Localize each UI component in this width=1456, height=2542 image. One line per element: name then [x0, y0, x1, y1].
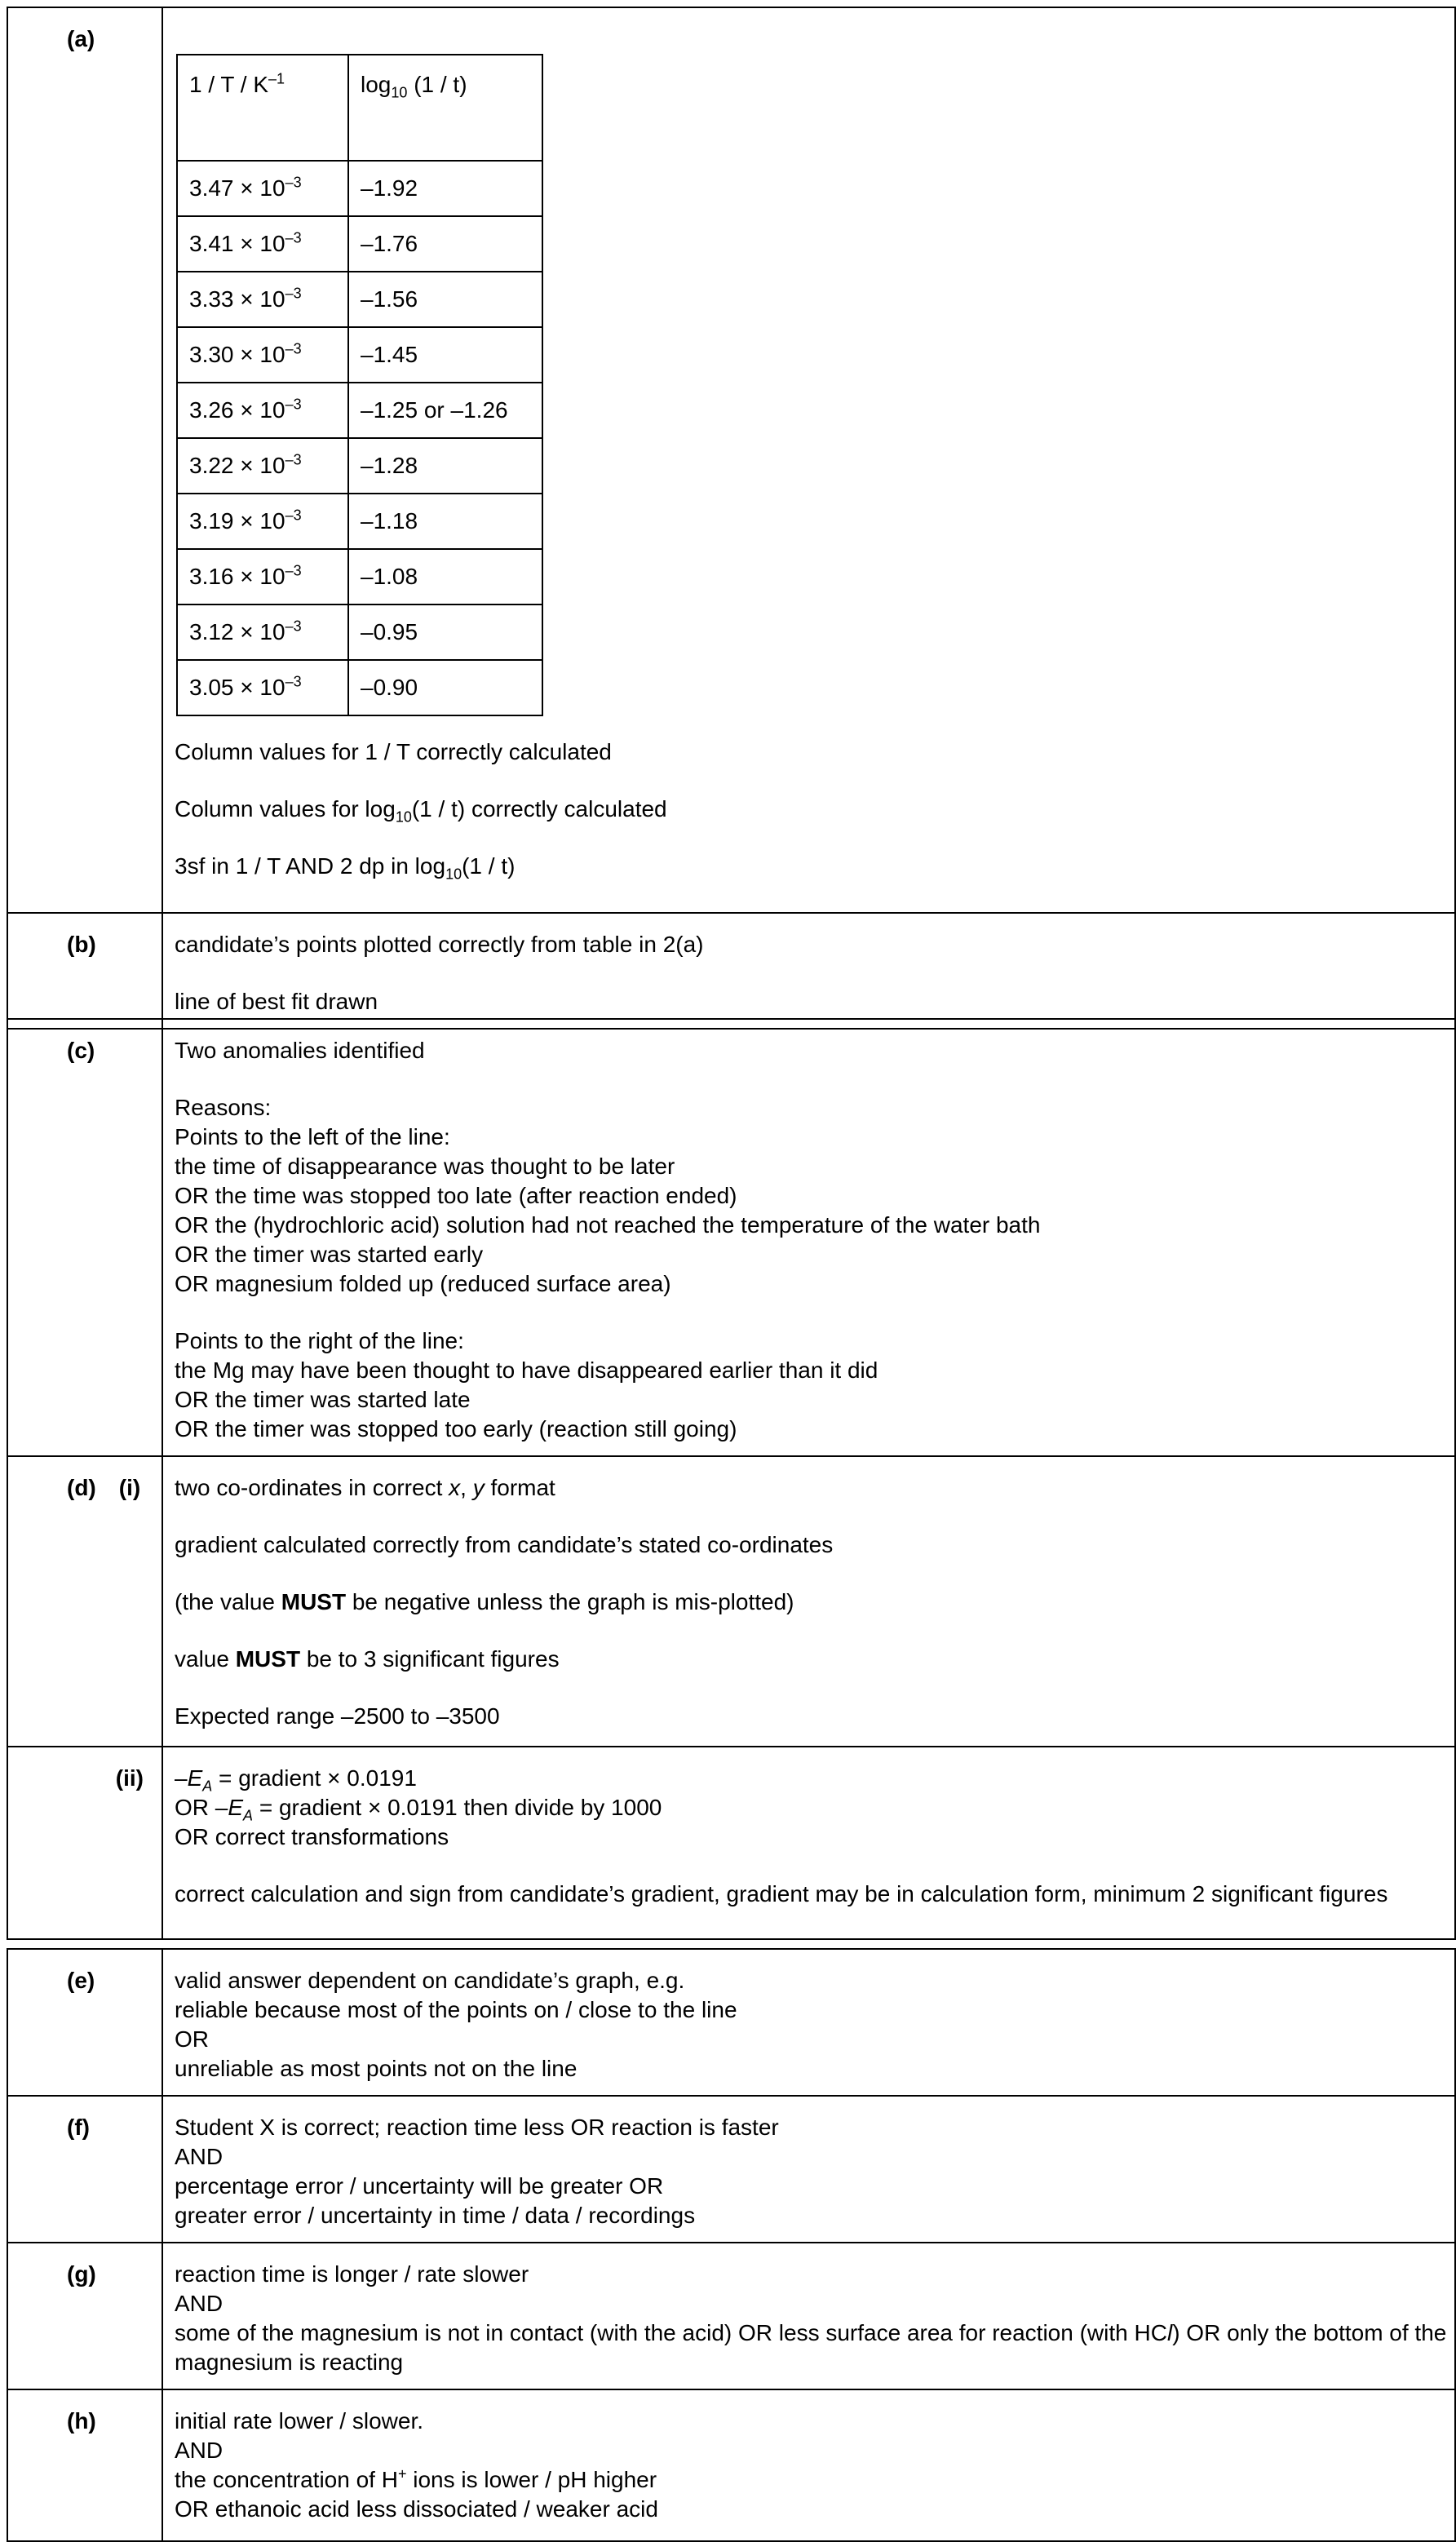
- answer-line: the Mg may have been thought to have disappeared earlier than it did: [175, 1357, 878, 1383]
- row-c: [7, 1019, 1455, 1456]
- answer-line: valid answer dependent on candidate’s graph, e.g.: [175, 1968, 685, 1993]
- answer-line: AND: [175, 2144, 223, 2169]
- row-g: [7, 2243, 1455, 2389]
- answer-cell: [162, 7, 1455, 913]
- part-label: (b): [67, 932, 96, 957]
- answer-cell: [162, 2389, 1455, 2541]
- table-row: $3.05 \times 10^{-3}$ –0.90: [177, 660, 542, 715]
- answer-line: value MUST be to 3 significant figures: [175, 1646, 560, 1672]
- answer-line: OR the timer was started early: [175, 1242, 484, 1267]
- table-row: $3.47 \times 10^{-3}$ –1.92: [177, 161, 542, 216]
- answer-line: Reasons:: [175, 1095, 272, 1120]
- answer-line: $-E_A$ = gradient × 0.0191: [175, 1765, 417, 1795]
- row-a: [7, 7, 1455, 913]
- answer-line: OR $-E_A$ = gradient × 0.0191 then divide by 1000: [175, 1795, 662, 1824]
- label-cell: [7, 1019, 162, 1456]
- answer-cell: [162, 1949, 1455, 2096]
- answer-line: reaction time is longer / rate slower: [175, 2261, 529, 2287]
- answer-line: unreliable as most points not on the line: [175, 2056, 578, 2081]
- part-label: (a): [67, 26, 95, 51]
- answer-line: OR: [175, 2026, 209, 2052]
- label-cell: [7, 2389, 162, 2541]
- row-d-ii: [7, 1747, 1455, 1939]
- answer-line: some of the magnesium is not in contact (with the acid) OR less surface area for reaction (with HCl) OR only the bottom of the magnesium is reacting: [175, 2320, 1447, 2375]
- table-row: $3.33 \times 10^{-3}$ –1.56: [177, 272, 542, 327]
- part-label: (c): [67, 1038, 95, 1063]
- label-cell: [7, 1456, 162, 1747]
- answer-line: the time of disappearance was thought to be later: [175, 1154, 675, 1179]
- part-label: (f): [67, 2115, 90, 2140]
- label-cell: [7, 1949, 162, 2096]
- row-f: [7, 2096, 1455, 2243]
- data-table: [176, 54, 543, 716]
- answer-line: initial rate lower / slower.: [175, 2408, 424, 2434]
- note-line: Column values for 1 / T correctly calculated: [175, 739, 612, 764]
- answer-line: percentage error / uncertainty will be greater OR: [175, 2173, 664, 2199]
- header-inverse-temperature: 1 / T / $K^{-1}$: [177, 55, 348, 161]
- answer-line: (the value MUST be negative unless the graph is mis-plotted): [175, 1589, 794, 1614]
- answer-line: AND: [175, 2438, 223, 2463]
- mark-scheme-block-1: [7, 7, 1456, 1030]
- answer-line: candidate’s points plotted correctly from table in 2(a): [175, 932, 704, 957]
- label-cell: [7, 7, 162, 913]
- part-label: (ii): [115, 1765, 144, 1791]
- row-e: [7, 1949, 1455, 2096]
- table-row: $3.22 \times 10^{-3}$ –1.28: [177, 438, 542, 494]
- table-row: $3.30 \times 10^{-3}$ –1.45: [177, 327, 542, 383]
- answer-cell: [162, 1747, 1455, 1939]
- part-label: (e): [67, 1968, 95, 1993]
- table-row: $3.12 \times 10^{-3}$ –0.95: [177, 604, 542, 660]
- part-label: (g): [67, 2261, 96, 2287]
- answer-cell: [162, 913, 1455, 1029]
- answer-line: OR ethanoic acid less dissociated / weaker acid: [175, 2496, 658, 2522]
- note-line: 3sf in 1 / T AND 2 dp in $\log_{10}(1 / t)$: [175, 853, 516, 883]
- answer-line: OR magnesium folded up (reduced surface area): [175, 1271, 671, 1296]
- answer-line: OR the time was stopped too late (after reaction ended): [175, 1183, 737, 1208]
- part-label: (d) (i): [67, 1475, 141, 1500]
- table-row: $3.26 \times 10^{-3}$ –1.25 or –1.26: [177, 383, 542, 438]
- data-table-header: [177, 55, 542, 161]
- answer-line: greater error / uncertainty in time / data / recordings: [175, 2203, 696, 2228]
- mark-scheme-block-2: [7, 1018, 1456, 1940]
- answer-line: OR the (hydrochloric acid) solution had not reached the temperature of the water bath: [175, 1212, 1041, 1238]
- answer-line: OR the timer was stopped too early (reaction still going): [175, 1416, 737, 1442]
- answer-cell: [162, 1019, 1455, 1456]
- header-log-inverse-time: $\log_{10} (1 / t)$: [348, 55, 542, 161]
- answer-line: Points to the left of the line:: [175, 1124, 450, 1149]
- table-row: $3.41 \times 10^{-3}$ –1.76: [177, 216, 542, 272]
- table-row: $3.19 \times 10^{-3}$ –1.18: [177, 494, 542, 549]
- label-cell: [7, 913, 162, 1029]
- answer-line: Points to the right of the line:: [175, 1328, 464, 1353]
- answer-line: Expected range –2500 to –3500: [175, 1703, 500, 1729]
- answer-line: OR the timer was started late: [175, 1387, 471, 1412]
- answer-line: two co-ordinates in correct x, y format: [175, 1475, 555, 1500]
- answer-line: the concentration of H+ ions is lower / pH higher: [175, 2465, 657, 2492]
- table-row: $3.16 \times 10^{-3}$ –1.08: [177, 549, 542, 604]
- answer-line: Two anomalies identified: [175, 1038, 425, 1063]
- row-h: [7, 2389, 1455, 2541]
- answer-cell: [162, 2243, 1455, 2389]
- answer-line: gradient calculated correctly from candidate’s stated co-ordinates: [175, 1532, 834, 1557]
- label-cell: [7, 2096, 162, 2243]
- part-label: (h): [67, 2408, 96, 2434]
- answer-cell: [162, 2096, 1455, 2243]
- answer-line: reliable because most of the points on / close to the line: [175, 1997, 737, 2022]
- row-d-i: [7, 1456, 1455, 1747]
- answer-line: line of best fit drawn: [175, 989, 378, 1014]
- answer-line: AND: [175, 2291, 223, 2316]
- answer-line: Student X is correct; reaction time less OR reaction is faster: [175, 2115, 779, 2140]
- answer-cell: [162, 1456, 1455, 1747]
- label-cell: [7, 2243, 162, 2389]
- answer-line: correct calculation and sign from candidate’s gradient, gradient may be in calculation form, minimum 2 significant figures: [175, 1881, 1388, 1906]
- label-cell: [7, 1747, 162, 1939]
- row-b: [7, 913, 1455, 1029]
- note-line: Column values for $\log_{10}(1 / t)$ correctly calculated: [175, 796, 667, 826]
- answer-line: OR correct transformations: [175, 1824, 449, 1849]
- mark-scheme-block-3: [7, 1948, 1456, 2542]
